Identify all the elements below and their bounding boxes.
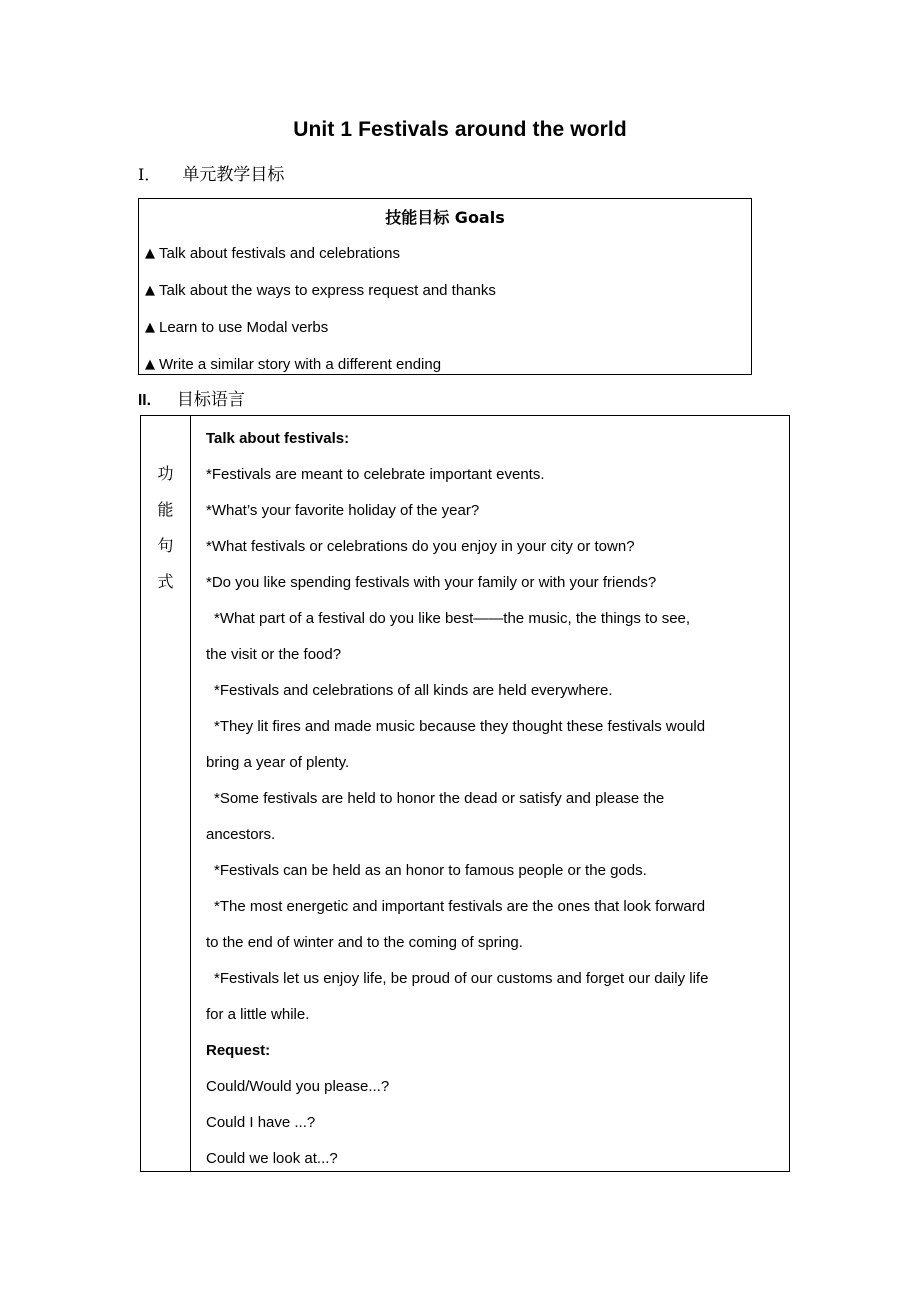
language-line: *Festivals let us enjoy life, be proud of our customs and forget our daily life [214,970,709,987]
language-line: Could/Would you please...? [206,1078,390,1095]
goals-list [139,236,751,384]
language-subheading: Talk about festivals: [206,430,350,447]
section-1-title: 单元教学目标 [182,165,285,185]
goal-item-label: Talk about festivals and celebrations [159,245,400,262]
row-label-char: 能 [157,500,174,519]
goal-item-label: Learn to use Modal verbs [159,319,329,336]
row-label-char: 式 [157,572,174,591]
language-line: Could we look at...? [206,1150,338,1167]
language-line: bring a year of plenty. [206,754,350,771]
section-heading-1 [138,160,284,185]
goal-item [139,236,751,273]
triangle-bullet-icon: ▲ [145,357,155,372]
row-label-char: 功 [157,464,174,483]
language-line: the visit or the food? [206,646,342,663]
language-line: *Festivals are meant to celebrate important events. [206,466,545,483]
goal-item [139,273,751,310]
section-2-numeral: II. [138,392,151,409]
language-line: *What part of a festival do you like best——the music, the things to see, [214,610,691,627]
language-line: ancestors. [206,826,276,843]
goal-item-label: Talk about the ways to express request and thanks [159,282,496,299]
language-line: *What’s your favorite holiday of the year? [206,502,480,519]
goal-item-label: Write a similar story with a different ending [159,356,442,373]
goals-table-title: 技能目标 Goals [385,208,505,227]
language-line: *They lit fires and made music because they thought these festivals would [214,718,706,735]
table-content-cell [191,416,789,1171]
section-heading-2 [138,385,245,410]
language-line: *What festivals or celebrations do you enjoy in your city or town? [206,538,635,555]
goal-item [139,310,751,347]
language-subheading: Request: [206,1042,271,1059]
table-row-label-cell [141,416,191,1171]
language-line: Could I have ...? [206,1114,316,1131]
section-2-title: 目标语言 [176,390,245,410]
language-line: to the end of winter and to the coming of spring. [206,934,523,951]
triangle-bullet-icon: ▲ [145,283,155,298]
language-line: *The most energetic and important festivals are the ones that look forward [214,898,706,915]
triangle-bullet-icon: ▲ [145,246,155,261]
language-line: *Some festivals are held to honor the dead or satisfy and please the [214,790,665,807]
page-title: Unit 1 Festivals around the world [293,118,627,141]
section-1-numeral: Ⅰ． [138,167,161,184]
language-line: *Do you like spending festivals with your family or with your friends? [206,574,657,591]
language-line: for a little while. [206,1006,310,1023]
target-language-table [140,415,790,1172]
row-label-char: 句 [157,536,174,555]
language-line: *Festivals and celebrations of all kinds are held everywhere. [214,682,613,699]
language-line: *Festivals can be held as an honor to famous people or the gods. [214,862,647,879]
goals-table [138,198,752,375]
goal-item [139,347,751,384]
triangle-bullet-icon: ▲ [145,320,155,335]
